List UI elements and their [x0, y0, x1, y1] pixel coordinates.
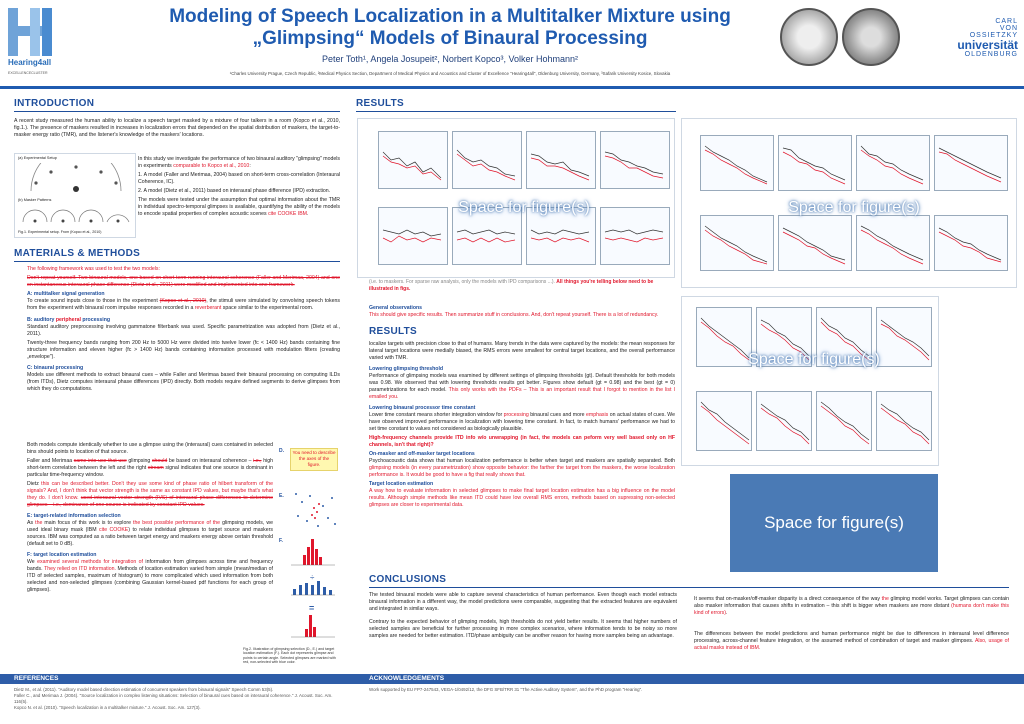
- fig2-histograms-f: [285, 535, 340, 643]
- results-placeholder-3: Space for figure(s): [748, 351, 880, 369]
- methods-c3-a: Faller and Merimaa: [27, 458, 74, 465]
- fig2-scatter-e: [290, 488, 340, 530]
- results-win-red2: emphasis: [586, 412, 609, 419]
- title-line-1: Modeling of Speech Localization in a Multitalker Mixture using: [169, 6, 731, 27]
- methods-e-red: the: [35, 520, 43, 527]
- methods-e-a: As: [27, 520, 36, 527]
- intro-para2-red: comparable to Kopco et al., 2010: [173, 163, 250, 170]
- title-line-2: „Glimpsing“ Models of Binaural Processing: [252, 27, 648, 49]
- ack-bar: [360, 674, 1024, 684]
- references-list: [14, 687, 344, 711]
- reference-1: Dietz M., et al. (2011). "Auditory model based direction estimation of concurrent speakers from binaural signals" Speech Comm 53(5).: [14, 687, 274, 692]
- methods-f-head: F: target location estimation: [27, 552, 97, 559]
- methods-c3-strike3: i.e.,: [253, 458, 262, 465]
- authors: Peter Toth¹, Angela Josupeit², Norbert Kopco³, Volker Hohmann²: [322, 53, 578, 64]
- results-general: [369, 305, 675, 321]
- intro-para3-red: cite COOKE IBM: [268, 211, 307, 218]
- results-thr-red: This only works with the PDFs – This is an important result that I forgot to mention in the list I emailed you.: [369, 387, 676, 401]
- conclusions-left: [369, 592, 677, 642]
- methods-b-head-a: B: auditory: [27, 317, 56, 324]
- methods-e-c: glimpsing models, we used ideal binary mask (IBM: [27, 520, 273, 534]
- results-gen-red: This should give specific results. Then summarize stuff in conclusions. And, don't repeat yourself. There is a lot of redundancy.: [369, 312, 659, 319]
- results-win-head: Lowering binaural processor time constant: [369, 405, 476, 412]
- methods-body-mid: [27, 442, 273, 596]
- methods-b-head-red: peripheral: [55, 317, 81, 324]
- methods-c-text: Models use different methods to extract binaural cues – while Faller and Merimaa based their binaural processing on computing ILDs (from ITDs), Dietz computes interaural phase differences (IPD) directly. Both models require defined segments to derive glimpses from which they do computations.: [27, 372, 340, 393]
- conclusions-heading-rule: [369, 587, 1009, 588]
- methods-c-head: C: binaural processing: [27, 365, 84, 372]
- conclusions-p2: Contrary to the expected behavior of glimping models, high thresholds do not yield better results. It seems that higher numbers of selected samples are beneficial for further processing in more complex scenarios, where information tends to be noisy so more samples are needed for better estimation. ITD/phase ambiguity can be another reason for having more samples being an advantage.: [369, 619, 677, 640]
- methods-c4-a: Dietz: [27, 481, 42, 488]
- results-off-text: Psychoacoustic data shows that human localization performance is better when target and maskers are spatially separated. Both: [369, 458, 675, 465]
- methods-c3-e: signal indicates that one source is dominant in particular time-frequency window.: [27, 465, 274, 479]
- results-est-red: A way how to evaluate information in selected glimpses to make final target location estimation has a big influence on the model results. Although simple methods like mean ITD could have low overall RMS errors, methods based on supressing non-selected glimpses are closer to experimental data.: [369, 488, 675, 509]
- results-placeholder-4: Space for figure(s): [730, 474, 938, 572]
- methods-c4-strike: used interaural vector strength (IVS) of interaural phase differences to determine glimpses – i.e., dominance of one source is indicated by constant IPD values.: [27, 495, 273, 509]
- reference-2: Faller C., and Merimaa J. (2004). "Source localization in complex listening situations: Selection of binaural cues based on interaural coherence." J. Acoust. Soc. Am. 116(5).: [14, 692, 333, 704]
- methods-b-head-b: processing: [80, 317, 111, 324]
- methods-c-text-2: Both models compute identically whether to use a glimpse using the (interaural) cues contained in selected bins should points to location of that source.: [27, 442, 273, 456]
- conclusions-right: [694, 596, 1009, 654]
- poster-title: [150, 6, 750, 65]
- references-heading: REFERENCES: [14, 675, 59, 682]
- results-heading-2: RESULTS: [369, 326, 418, 337]
- results-res1: localize targets with precision close to that of humans. Many trends in the data were captured by the models: the mean responses for lateral target locations were medially biased, the RMS errors were smallest for central target locations, and the overall performance varied with TMR.: [369, 341, 675, 362]
- logo-left-text: Hearing4all: [8, 58, 52, 67]
- methods-b-head: [27, 317, 340, 324]
- methods-e-red3: cite COOKE: [99, 527, 129, 534]
- intro-heading: INTRODUCTION: [14, 98, 95, 109]
- results-off-head: On-masker and off-masker target locations: [369, 451, 475, 458]
- fig1-masker-patterns: [21, 204, 131, 226]
- methods-f-a: We: [27, 559, 38, 566]
- fig1-setup-diagram: [21, 163, 131, 193]
- methods-c3-b: glimpsing: [126, 458, 152, 465]
- reference-3: Kopco N. et al. (2010). "Speech localization in a multitalker mixture." J. Acoust. Soc. Am. 127(3).: [14, 704, 201, 710]
- methods-c3-strike4: stream: [147, 465, 164, 472]
- methods-f-red2: They relied on ITD information.: [44, 566, 116, 573]
- methods-a-text-b: , the stimuli were simulated by convolving speech tokens from the experiment with binaural room impulse responses recorded in a: [27, 298, 340, 312]
- results-win-b: binaural cues and more: [528, 412, 587, 419]
- affiliations: ¹Charles University Prague, Czech Republic, ²Medical Physics Section, Department of Medical Physics and Acoustics and Cluster of Excellence "Hearing4all", Oldenburg University, Germany, ³Safarik University Kosice, Slovakia: [229, 71, 671, 76]
- methods-heading: MATERIALS & METHODS: [14, 248, 141, 259]
- fig1-label-b: (b) Masker Patterns: [18, 198, 52, 202]
- methods-e-b: main focus of this work is to explore: [42, 520, 134, 527]
- methods-b-text-2: Twenty-three frequency bands ranging from 200 Hz to 5000 Hz were divided into twelve lower (fc < 1400 Hz) bands containing fine structure information and eleven higher (fc > 1400 Hz) bands containing information processed with modulation filters (creating „envelope").: [27, 340, 340, 361]
- conclusions-p3-a: It seems that on-masker/off-masker disparity is a direct consequence of the way: [694, 596, 882, 602]
- results-hf-head: High-frequency channels provide ITD info w/o unwrapping (in fact, the models can peform very well based only on HF channels, isn't that right)?: [369, 435, 675, 449]
- ack-heading: ACKNOWLEDGEMENTS: [369, 675, 445, 682]
- methods-c4-red: this can be described better. Don't they use some kind of phase ratio of hilbert transform of the signals? And, I don't think that vector strength is the same as constant IPD values, but maybe that's what they do. I don't know.: [27, 481, 273, 502]
- results-gen-head: General observations: [369, 305, 423, 311]
- conclusions-p3-c: .: [726, 610, 728, 617]
- results-heading-rule: [356, 111, 676, 112]
- intro-para-1: A recent study measured the human ability to localize a speech target masked by a mixture of four talkers in a room (Kopco et al., 2010, fig.1.). The presence of maskers resulted in increases in localization errors that depended on the spatial distribution of maskers, the target-to-masker energy ratio (TMR), and the listener's knowledge of the maskers' locations.: [14, 118, 340, 139]
- results-note: [369, 279, 675, 293]
- svg-text:=: =: [309, 603, 315, 613]
- results-thr-text: Performance of glimpsing models was examined by different settings of glimpsing thresholds (gt). Default thresholds for both models was 0.98. We observed that with lowering thresholds results got better. Figures show default (gt = 0.98) and the best (gt = 0) parametrizations for each model.: [369, 373, 675, 394]
- results-thr-head: Lowering glimpsing threshold: [369, 366, 444, 373]
- header-divider: [0, 86, 1024, 89]
- results-fig-c: [681, 296, 939, 466]
- methods-e-head: E: target-related information selection: [27, 513, 121, 520]
- methods-c3-d: high short-term correlation between the left and the right: [27, 458, 273, 472]
- methods-a-text-c: space similar to the experimental room.: [221, 305, 314, 312]
- results-note-black: (i.e. to maskers. For sparse raw analysis, only the models with IPD comparisons ...).: [369, 279, 557, 285]
- methods-strike-1: Don't repeat yourself. Two binaural models, one based on short-term running interaural coherence (Faller and Merimaa, 2004) and one on instantaneous interaural phase difference (Dietz et al., 2011) were modified and implemented into one framework.: [27, 275, 340, 289]
- methods-b-text-1: Standard auditory preprocessing involving gammatone filterbank was used. Specific parametrization was adopted from (Dietz et al., 2011).: [27, 324, 340, 338]
- methods-f-c: Methods of location estimation varied from simple (mean/median of ITD of selected samples, maximum of histogram) to more complicated which used information from both selected and non-selected glimpses (combining Gaussian kernel-based pdf functions for each group of glimpses).: [27, 566, 273, 594]
- logo-right-line2: VON: [999, 25, 1018, 32]
- fig2-label-f: F.: [279, 538, 283, 544]
- intro-para3-b: .: [306, 211, 309, 218]
- seal-prague: [780, 8, 838, 66]
- logo-right-line4: universität: [957, 38, 1018, 52]
- logo-oldenburg: [922, 18, 1018, 58]
- methods-a-text-red2: reverberant: [194, 305, 222, 312]
- fig2-yellow-note: You need to describe the axes of the figure.: [290, 448, 338, 471]
- conclusions-heading: CONCLUSIONS: [369, 574, 447, 585]
- fig1-caption: Fig.1. Experimental setup. From (Kopco et al., 2010): [18, 230, 102, 234]
- methods-red-intro: The following framework was used to test the two models:: [27, 266, 160, 272]
- methods-c3-c: be based on interaural coherence –: [167, 458, 254, 465]
- results-placeholder-2: Space for figure(s): [788, 199, 920, 217]
- logo-h-shape: [8, 8, 52, 56]
- intro-para2-b: :: [249, 163, 251, 170]
- logo-right-line1: CARL: [995, 18, 1018, 25]
- results-off-red: glimpsing models (in every parametrization) show opposite behavior: the farther the target from the maskers, the worse localization performance is. It would be good to have a fig that really shows that.: [369, 465, 675, 479]
- svg-text:÷: ÷: [310, 573, 315, 582]
- fig2-label-d: D.: [279, 448, 284, 454]
- conclusions-p1: The tested binaural models were able to capture several characteristics of human performance. Even though each model extracts binaural information in a different way, the model predictions were comparable, suggesting that the extracted features are equivalent and integrated in similar ways.: [369, 592, 677, 613]
- fig2-caption: Fig.2. Illustration of glimpsing selection (D., E.) and target location estimation (F.). Each dot represents glimpse and points to certain angle. Selected glimpses are marked with red, non-selected with blue color.: [243, 647, 336, 665]
- results-fig-b: [681, 118, 1017, 288]
- results-fig-a: [357, 118, 675, 278]
- conclusions-p3-b: glimping model works. Target glimpses can contain also masker information that causes shifts in estimation – this shift is bigger when maskers are more distant: [694, 596, 1009, 610]
- logo-hearing4all: [4, 4, 64, 84]
- methods-body-top: [27, 266, 340, 395]
- intro-heading-rule: [14, 111, 340, 112]
- methods-c3-strike: came into use that use: [73, 458, 127, 465]
- seal-kosice: [842, 8, 900, 66]
- results-note-red: All things you're telling below need to be illustrated in figs.: [369, 279, 654, 292]
- ack-text: Work supported by EU FP7-247543, VEGA-1/0492/12, the DFG SFB/TRR 31 "The Active Auditory System", and the PhD program "Hearing".: [369, 687, 643, 692]
- conclusions-p3-red2: (humans don't make this kind of errors): [694, 603, 1009, 617]
- intro-item-1: 1. A model (Faller and Merimaa, 2004) based on short-term cross-correlation (Interaural Coherence, IC).: [138, 172, 340, 186]
- methods-a-head: A: multitalker signal generation: [27, 291, 105, 298]
- results-body: [369, 341, 675, 511]
- results-win-a: Lower time constant means shorter integration window for: [369, 412, 504, 419]
- fig1-label-a: (a) Experimental Setup: [18, 156, 57, 160]
- results-heading: RESULTS: [356, 98, 405, 109]
- logo-left-sub: EXCELLENCECLUSTER: [8, 71, 48, 75]
- methods-c3-strike2: should: [151, 458, 168, 465]
- methods-heading-rule: [14, 261, 340, 262]
- results-win-c: on actual states of cues. We have observed improved performance in localization with lowering time constant. In fact, to match humans' performance we had to set time constant to values not considered as biologically plausible.: [369, 412, 675, 433]
- conclusions-p4-red: Also, usage of actual masks instead of IBM.: [694, 638, 1009, 652]
- intro-para-2: [138, 156, 340, 220]
- intro-para3-a: The models were tested under the assumption that optimal information about the TMR in individual spectro-temporal glimpses is available, quantifying the ability of the models to encode spatial properties of complex acoustic scenes: [138, 197, 340, 218]
- results-win-red1: processing: [503, 412, 529, 419]
- conclusions-p4-a: The differences between the model predictions and human performance might be due to differences in interaural level difference processing, across-channel feature integration, or the assumed method of combination of target and masker glimpses.: [694, 631, 1009, 645]
- methods-a-text-red: (Kopco et al., 2010): [159, 298, 207, 305]
- methods-e-d: ) to relate individual glimpses to target source and maskers sources. IBM was computed as a ratio between target energy and maskers energy above certain threshold (default set to 0 dB).: [27, 527, 273, 548]
- results-est-head: Target location estimation: [369, 481, 434, 488]
- fig2-label-e: E.: [279, 493, 284, 499]
- methods-a-text-a: To create sound inputs close to those in the experiment: [27, 298, 160, 305]
- intro-para2-a: In this study we investigate the performance of two binaural auditory "glimpsing" models in experiments: [138, 156, 340, 170]
- fig1-experimental-setup: [14, 153, 136, 238]
- methods-e-red2: the best possible performance of the: [133, 520, 221, 527]
- results-placeholder-1: Space for figure(s): [458, 199, 590, 217]
- logo-right-line5: OLDENBURG: [964, 51, 1018, 58]
- methods-f-b: information from glimpses across time and frequency bands.: [27, 559, 273, 573]
- methods-f-red: examined several methods for integration of: [37, 559, 143, 566]
- intro-item-2: 2. A model (Dietz et al., 2011) based on interaural phase difference (IPD) extraction.: [138, 188, 331, 195]
- logo-right-line3: OSSIETZKY: [969, 32, 1018, 39]
- conclusions-p3-red: the: [881, 596, 889, 602]
